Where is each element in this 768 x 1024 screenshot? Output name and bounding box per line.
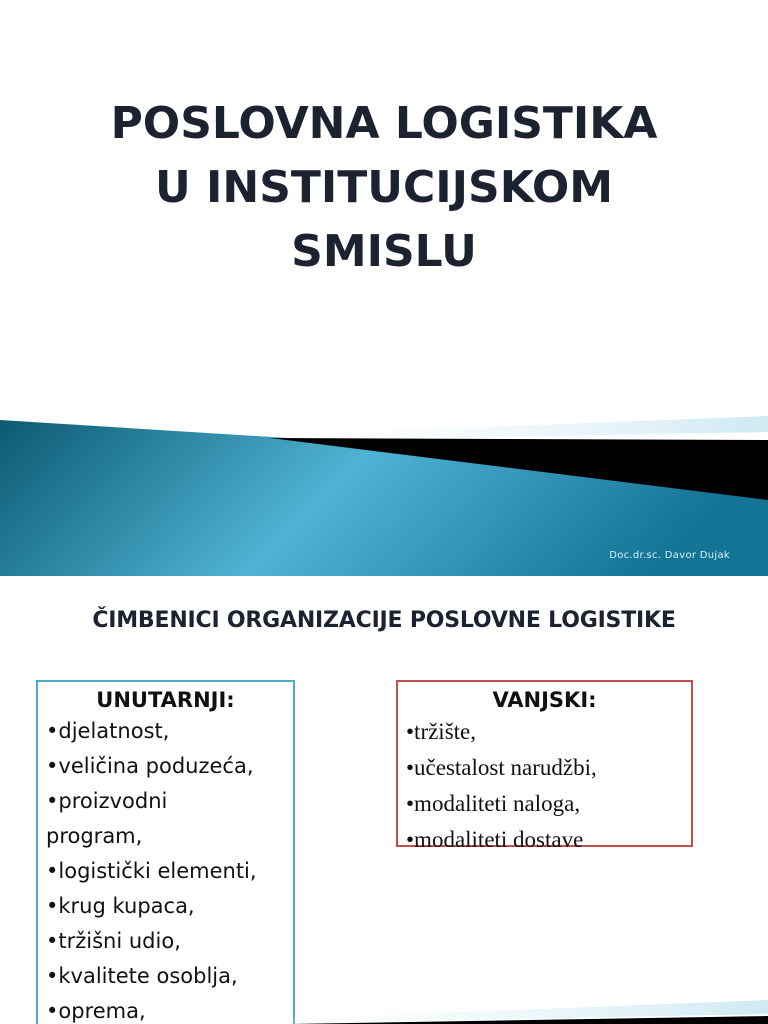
- slide-title-line-3: SMISLU: [291, 226, 477, 277]
- list-item: program,: [46, 824, 143, 848]
- list-item: •veličina poduzeća,: [46, 754, 254, 778]
- bottom-decorative-band: [0, 984, 768, 1024]
- slide-title-line-1: POSLOVNA LOGISTIKA: [110, 98, 658, 149]
- banner-pale-stripe: [200, 416, 768, 440]
- external-factors-title: VANJSKI:: [492, 688, 597, 712]
- internal-factors-title: UNUTARNJI:: [96, 688, 235, 712]
- list-item: •tržište,: [406, 719, 476, 744]
- list-item: •djelatnost,: [46, 719, 170, 743]
- slide-title-line-2: U INSTITUCIJSKOM: [154, 162, 614, 213]
- internal-factors-list: [46, 714, 293, 1024]
- list-item: •kvalitete osoblja,: [46, 964, 238, 988]
- list-item: •modaliteti dostave: [406, 827, 584, 852]
- list-item: •logistički elementi,: [46, 859, 257, 883]
- list-item: •proizvodni: [46, 789, 168, 813]
- external-factors-box: [396, 680, 693, 852]
- external-factors-list: [406, 714, 691, 858]
- internal-factors-box: [36, 680, 295, 1024]
- list-item: •tržišni udio,: [46, 929, 181, 953]
- list-item: •modaliteti naloga,: [406, 791, 581, 816]
- slide-heading: ČIMBENICI ORGANIZACIJE POSLOVNE LOGISTIKE: [92, 608, 676, 633]
- author-label: Doc.dr.sc. Davor Dujak: [609, 550, 730, 561]
- list-item: •oprema,: [46, 999, 146, 1023]
- list-item: •učestalost narudžbi,: [406, 755, 597, 780]
- list-item: •krug kupaca,: [46, 894, 195, 918]
- content-slide: [0, 576, 768, 1024]
